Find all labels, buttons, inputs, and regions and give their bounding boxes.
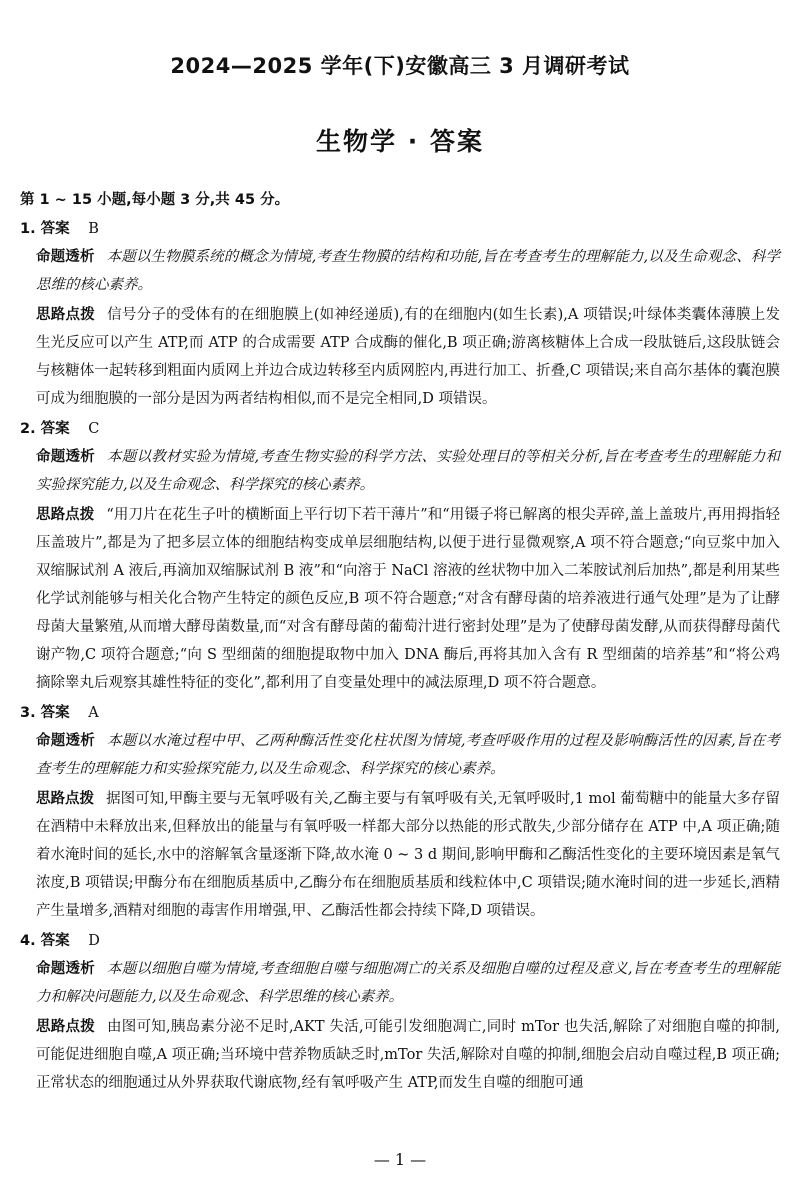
explain-label: 思路点拨 (36, 507, 95, 523)
analysis-paragraph (20, 955, 780, 1011)
explain-label: 思路点拨 (36, 307, 96, 323)
analysis-text: 本题以生物膜系统的概念为情境,考查生物膜的结构和功能,旨在考查考生的理解能力,以及生命观念、科学思维的核心素养。 (36, 249, 781, 293)
explain-text: 信号分子的受体有的在细胞膜上(如神经递质),有的在细胞内(如生长素),A 项错误;叶绿体类囊体薄膜上发生光反应可以产生 ATP,而 ATP 的合成需要 ATP 合成酶的催化,B 项正确;游离核糖体上合成一段肽链后,这段肽链会与核糖体一起转移到粗面内质网上并边合成边转移至内质网腔内,再进行加工、折叠,C 项错误;来自高尔基体的囊泡膜可成为细胞膜的一部分是因为两者结构相似,而不是完全相同,D 项错误。 (36, 307, 781, 407)
analysis-text: 本题以教材实验为情境,考查生物实验的科学方法、实验处理目的等相关分析,旨在考查考生的理解能力和实验探究能力,以及生命观念、科学探究的核心素养。 (36, 449, 780, 493)
answer-value: B (88, 221, 99, 237)
explain-label: 思路点拨 (36, 1019, 96, 1035)
analysis-paragraph (20, 727, 780, 783)
answer-label: 4. 答案 (20, 933, 70, 949)
answer-value: C (88, 421, 100, 437)
explain-paragraph (20, 785, 780, 925)
question-1 (20, 215, 780, 413)
exam-title: 2024—2025 学年(下)安徽高三 3 月调研考试 (170, 54, 630, 78)
analysis-paragraph (20, 243, 780, 299)
answer-value: D (88, 933, 100, 949)
explain-paragraph (20, 501, 780, 697)
analysis-label: 命题透析 (36, 961, 95, 977)
analysis-text: 本题以水淹过程中甲、乙两种酶活性变化柱状图为情境,考查呼吸作用的过程及影响酶活性的因素,旨在考查考生的理解能力和实验探究能力,以及生命观念、科学探究的核心素养。 (36, 733, 780, 777)
answer-value: A (88, 705, 99, 721)
analysis-label: 命题透析 (36, 449, 95, 465)
explain-text: “用刀片在花生子叶的横断面上平行切下若干薄片”和“用镊子将已解离的根尖弄碎,盖上盖玻片,再用拇指轻压盖玻片”,都是为了把多层立体的细胞结构变成单层细胞结构,以便于进行显微观察,A 项不符合题意;“向豆浆中加入双缩脲试剂 A 液后,再滴加双缩脲试剂 B 液”和“向溶于 NaCl 溶液的丝状物中加入二苯胺试剂后加热”,都是利用某些化学试剂能够与相关化合物产生特定的颜色反应,B 项不符合题意;“对含有酵母菌的培养液进行通气处理”是为了让酵母菌大量繁殖,从而增大酵母菌数量,而“对含有酵母菌的葡萄汁进行密封处理”是为了使酵母菌发酵,从而获得酵母菌代谢产物,C 项符合题意;“向 S 型细菌的细胞提取物中加入 DNA 酶后,再将其加入含有 R 型细菌的培养基”和“将公鸡摘除睾丸后观察其雄性特征的变化”,都利用了自变量处理中的减法原理,D 项不符合题意。 (36, 507, 781, 691)
question-3 (20, 699, 780, 925)
answer-label: 1. 答案 (20, 221, 70, 237)
subject-title: 生物学 · 答案 (316, 127, 484, 156)
analysis-label: 命题透析 (36, 733, 95, 749)
answer-label: 3. 答案 (20, 705, 70, 721)
page-number: — 1 — (373, 1150, 427, 1169)
explain-text: 由图可知,胰岛素分泌不足时,AKT 失活,可能引发细胞凋亡,同时 mTor 也失活,解除了对细胞自噬的抑制,可能促进细胞自噬,A 项正确;当环境中营养物质缺乏时,mTor 失活,解除对自噬的抑制,细胞会启动自噬过程,B 项正确;正常状态的细胞通过从外界获取代谢底物,经有氧呼吸产生 ATP,而发生自噬的细胞可通 (36, 1019, 780, 1091)
explain-label: 思路点拨 (36, 791, 95, 807)
explain-paragraph (20, 301, 780, 413)
analysis-paragraph (20, 443, 780, 499)
explain-text: 据图可知,甲酶主要与无氧呼吸有关,乙酶主要与有氧呼吸有关,无氧呼吸时,1 mol 葡萄糖中的能量大多存留在酒精中未释放出来,但释放出的能量与有氧呼吸一样都大部分以热能的形式散失,少部分储存在 ATP 中,A 项正确;随着水淹时间的延长,水中的溶解氧含量逐渐下降,故水淹 0 ~ 3 d 期间,影响甲酶和乙酶活性变化的主要环境因素是氧气浓度,B 项错误;甲酶分布在细胞质基质中,乙酶分布在细胞质基质和线粒体中,C 项错误;随水淹时间的进一步延长,酒精产生量增多,酒精对细胞的毒害作用增强,甲、乙酶活性都会持续下降,D 项错误。 (36, 791, 781, 919)
section-note: 第 1 ~ 15 小题,每小题 3 分,共 45 分。 (20, 192, 290, 208)
analysis-text: 本题以细胞自噬为情境,考查细胞自噬与细胞凋亡的关系及细胞自噬的过程及意义,旨在考查考生的理解能力和解决问题能力,以及生命观念、科学思维的核心素养。 (36, 961, 780, 1005)
analysis-label: 命题透析 (36, 249, 95, 265)
explain-paragraph (20, 1013, 780, 1097)
answer-label: 2. 答案 (20, 421, 70, 437)
question-2 (20, 415, 780, 697)
question-4 (20, 927, 780, 1097)
